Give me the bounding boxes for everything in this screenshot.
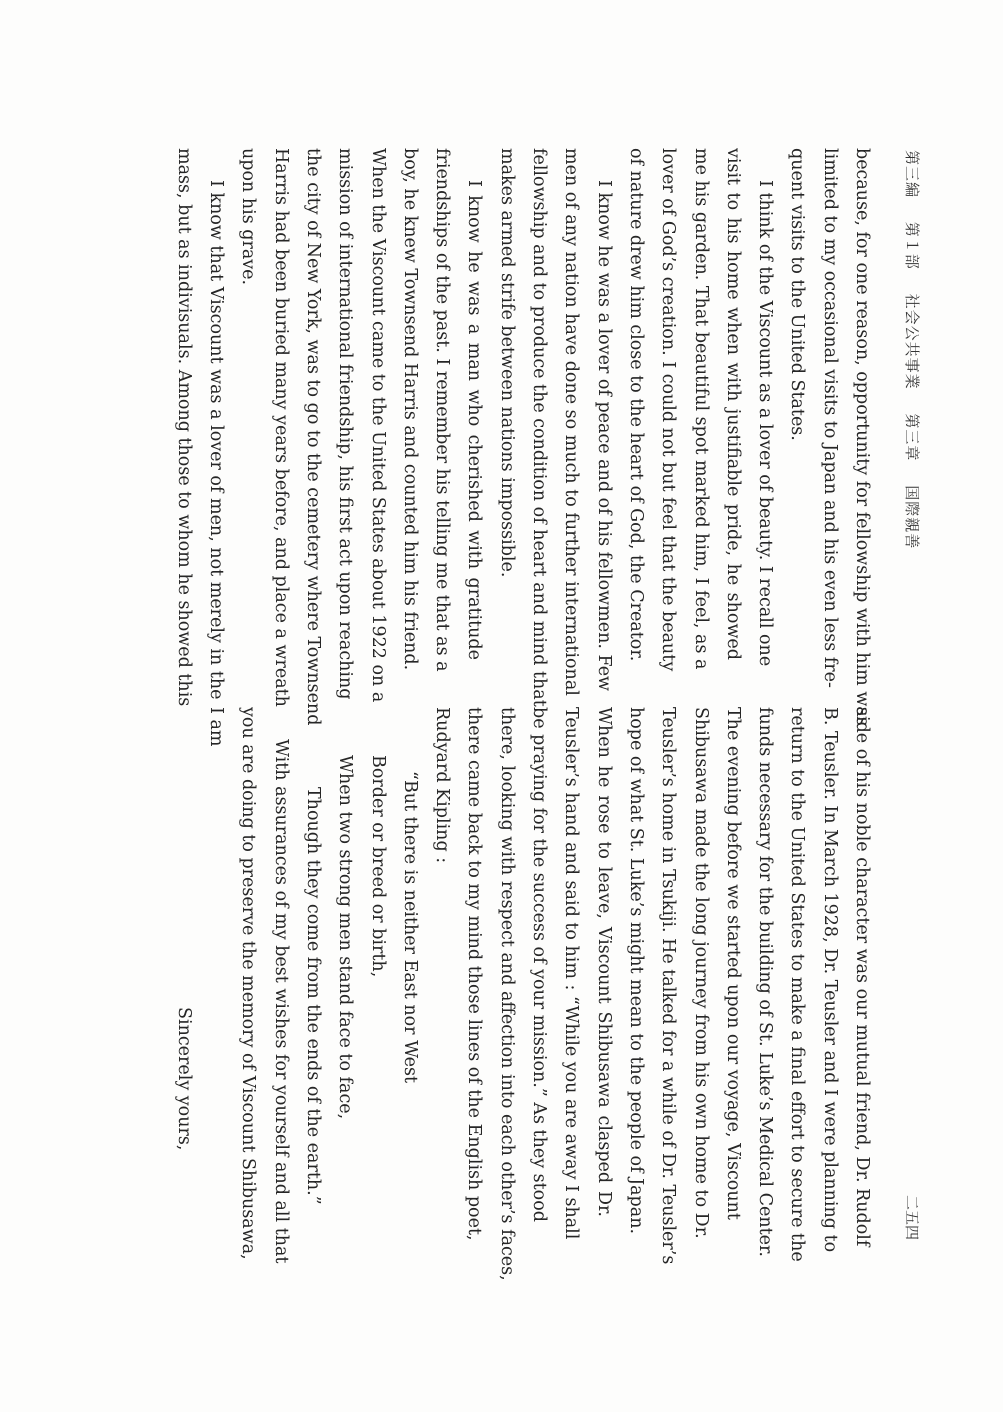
header-part: 第１部 [903,221,921,270]
text-line: The evening before we started upon our voyage, Viscount [722,707,743,1220]
text-line: With assurances of my best wishes for yourself and all that [270,739,291,1264]
text-line: Shibusawa made the long journey from his own home to Dr. [690,707,711,1239]
page-number: 二五四 [903,1195,921,1241]
text-line: I think of the Viscount as a lover of beauty. I recall one [755,180,776,667]
left-column [68,148,878,726]
text-line: upon his grave. [238,148,259,286]
text-line: lover of God’s creation. I could not but feel that the beauty [658,148,679,672]
poem-line: Though they come from the ends of the earth.” [302,787,323,1205]
right-column [68,707,878,1281]
poem-line: Border or breed or birth, [367,755,388,978]
text-line: Teusler’s hand and said to him : “While you are away I shall [561,707,582,1240]
text-line: side of his noble character was our mutual friend, Dr. Rudolf [852,707,872,1247]
text-line: you are doing to preserve the memory of Viscount Shibusawa, [238,707,259,1260]
text-line: Rudyard Kipling : [432,707,453,864]
text-line: makes armed strife between nations impossible. [496,148,517,578]
text-line: Harris had been buried many years before, and place a wreath [270,148,291,707]
header-chapter-title: 国際親善 [903,485,921,550]
poem-line: “But there is neither East nor West [399,771,420,1084]
poem-line: When two strong men stand face to face, [335,755,356,1120]
text-line: friendships of the past. I remember his telling me that as a [432,148,453,672]
text-line: funds necessary for the building of St. Luke’s Medical Center. [755,707,776,1257]
header-chapter: 第三章 [903,413,921,462]
running-header [902,150,923,567]
text-line: there, looking with respect and affection into each other’s faces, [496,707,517,1281]
text-line: visit to his home when with justifiable pride, he showed [722,148,743,660]
text-line: boy, he knew Townsend Harris and counted him his friend. [399,148,420,671]
text-line: When he rose to leave, Viscount Shibusawa clasped Dr. [593,707,614,1217]
text-line: because, for one reason, opportunity for fellowship with him was [852,148,872,726]
closing-salutation: Sincerely yours, [173,1007,194,1151]
text-line: fellowship and to produce the condition of heart and mind that [529,148,550,707]
text-line: mass, but as indivisuals. Among those to whom he showed this [173,148,194,707]
text-line: When the Viscount came to the United States about 1922 on a [367,148,388,703]
text-line: the city of New York, was to go to the cemetery where Townsend [302,148,323,726]
text-line: Teusler’s home in Tsukiji. He talked for a while of Dr. Teusler’s [658,707,679,1265]
text-line: I know he was a man who cherished with gratitude [464,180,485,660]
text-line: limited to my occasional visits to Japan and his even less fre- [819,148,840,688]
text-line: men of any nation have done so much to further international [561,148,582,696]
text-line: I know that Viscount was a lover of men, not merely in the [206,180,227,700]
text-line: quent visits to the United States. [787,148,808,441]
text-line: hope of what St. Luke’s might mean to the people of Japan. [625,707,646,1235]
text-line: I am [206,707,227,747]
text-line: return to the United States to make a final effort to secure the [787,707,808,1262]
text-line: me his garden. That beautiful spot marked him, I feel, as a [690,148,711,670]
text-line: B. Teusler. In March 1928, Dr. Teusler and I were planning to [819,707,840,1253]
text-line: be praying for the success of your mission.” As they stood [529,707,550,1222]
text-line: mission of international friendship, his first act upon reaching [335,148,356,700]
header-volume: 第三編 [903,150,921,199]
text-line: I know he was a lover of peace and of his fellowmen. Few [593,180,614,692]
text-line: of nature drew him close to the heart of God, the Creator. [625,148,646,662]
text-line: there came back to my mind those lines of the English poet, [464,707,485,1241]
header-subject: 社会公共事業 [903,293,921,390]
